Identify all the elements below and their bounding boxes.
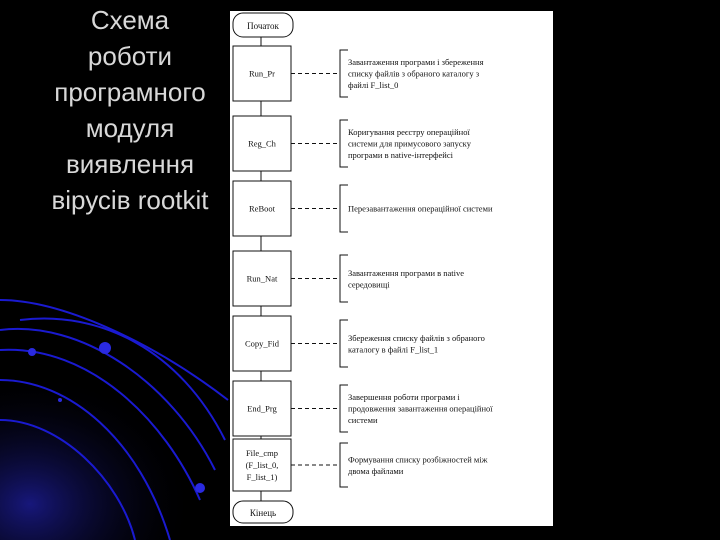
- annotation-bracket: [340, 185, 348, 232]
- annotation-text: списку файлів з обраного каталогу з: [348, 68, 480, 79]
- slide-title-line: модуля: [85, 113, 175, 143]
- process-block-label: (F_list_0,: [245, 460, 279, 470]
- annotation-text: двома файлами: [348, 465, 404, 476]
- annotation-text: Завантаження програми в native: [348, 267, 465, 278]
- flowchart-step: [233, 316, 485, 371]
- slide-title-line: Схема: [90, 5, 170, 35]
- annotation-text: Завершення роботи програми і: [348, 392, 460, 402]
- annotation-bracket: [340, 50, 348, 97]
- annotation-text: продовження завантаження операційної: [348, 403, 493, 414]
- annotation-bracket: [340, 385, 348, 432]
- annotation-text: системи: [348, 415, 378, 425]
- start-label: Початок: [247, 21, 279, 31]
- process-block-label: File_cmp: [245, 448, 279, 458]
- start-terminal: [233, 13, 293, 37]
- annotation-bracket: [340, 443, 348, 487]
- flowchart-step: [233, 381, 493, 436]
- process-block-label: Run_Pr: [249, 68, 275, 79]
- flowchart-step: [233, 251, 464, 306]
- flowchart-step: [233, 181, 493, 236]
- end-terminal: [233, 501, 293, 523]
- annotation-bracket: [340, 320, 348, 367]
- annotation-bracket: [340, 255, 348, 302]
- end-label: Кінець: [249, 508, 277, 518]
- annotation-text: середовищі: [348, 279, 390, 290]
- annotation-text: Завантаження програми і збереження: [348, 57, 484, 67]
- slide-title-line: програмного: [54, 77, 206, 107]
- annotation-text: Коригування реєстру операційної: [348, 127, 470, 137]
- flowchart-step: [233, 439, 488, 491]
- flowchart-panel: [230, 11, 553, 526]
- annotation-text: програми в native-інтерфейсі: [348, 150, 453, 160]
- process-block-label: F_list_1): [246, 472, 278, 482]
- annotation-text: Збереження списку файлів з обраного: [348, 332, 485, 343]
- flowchart-step: [233, 46, 484, 101]
- annotation-text: системи для примусового запуску: [348, 138, 471, 149]
- slide-title-line: роботи: [87, 41, 173, 71]
- annotation-bracket: [340, 120, 348, 167]
- annotation-text: каталогу в файлі F_list_1: [348, 344, 439, 355]
- annotation-text: Перезавантаження операційної системи: [348, 203, 493, 214]
- slide-title-line: виявлення: [65, 149, 195, 179]
- annotation-text: Формування списку розбіжностей між: [348, 454, 488, 465]
- slide-title: [30, 2, 230, 218]
- process-block-label: End_Prg: [247, 403, 277, 414]
- slide-title-line: вірусів rootkit: [51, 185, 209, 215]
- process-block-label: Reg_Ch: [248, 138, 276, 149]
- process-block-label: Run_Nat: [246, 273, 278, 284]
- annotation-text: файлі F_list_0: [348, 80, 399, 90]
- flowchart-step: [233, 116, 472, 171]
- process-block-label: ReBoot: [249, 203, 275, 214]
- process-block-label: Copy_Fid: [244, 338, 280, 349]
